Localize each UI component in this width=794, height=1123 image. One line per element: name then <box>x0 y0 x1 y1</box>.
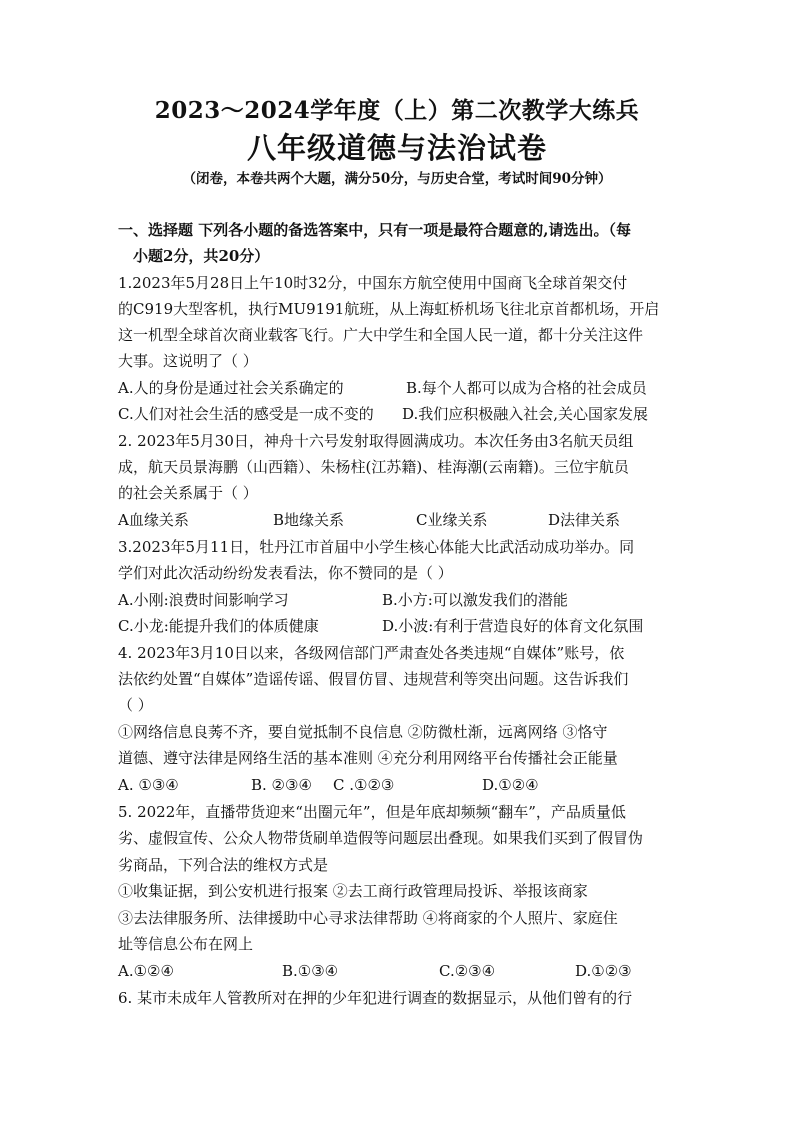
question-4-line: （ ） <box>118 696 153 714</box>
exam-title-subject: 八年级道德与法治试卷 <box>246 131 547 165</box>
option-d: D法律关系 <box>548 511 621 529</box>
option-a: A血缘关系 <box>118 511 189 529</box>
question-4-line: ①网络信息良莠不齐，要自觉抵制不良信息 ②防微杜渐，远离网络 ③恪守 <box>118 723 608 741</box>
option-b: B. ②③④ <box>251 776 312 794</box>
question-5-line: 劣商品，下列合法的维权方式是 <box>118 856 329 874</box>
option-b: B地缘关系 <box>273 511 345 529</box>
option-b: B.每个人都可以成为合格的社会成员 <box>406 379 647 397</box>
question-4-line: 4. 2023年3月10日以来，各级网信部门严肃查处各类违规“自媒体”账号，依 <box>118 644 625 662</box>
question-5-line: 劣、虚假宣传、公众人物带货刷单造假等问题层出叠现。如果我们买到了假冒伪 <box>118 829 644 847</box>
option-c: C.小龙:能提升我们的体质健康 <box>118 617 319 635</box>
option-c: C.②③④ <box>439 962 496 980</box>
question-5-line: ③去法律服务所、法律援助中心寻求法律帮助 ④将商家的个人照片、家庭住 <box>118 909 618 927</box>
option-a: A. ①③④ <box>118 776 179 794</box>
question-1-line: 1.2023年5月28日上午10时32分，中国东方航空使用中国商飞全球首架交付 <box>118 274 628 292</box>
question-5-line: 5. 2022年，直播带货迎来“出圈元年”，但是年底却频频“翻车”，产品质量低 <box>118 803 626 821</box>
question-3-line: 3.2023年5月11日，牡丹江市首届中小学生核心体能大比武活动成功举办。同 <box>118 538 635 556</box>
question-1-line: 的C919大型客机，执行MU9191航班，从上海虹桥机场飞往北京首都机场，开启 <box>118 300 660 318</box>
section-heading-cont: 小题2分，共20分） <box>133 247 270 265</box>
option-a: A.人的身份是通过社会关系确定的 <box>118 379 344 397</box>
option-b: B.①③④ <box>282 962 339 980</box>
section-heading: 一、选择题 下列各小题的备选答案中，只有一项是最符合题意的,请选出。（每 <box>118 221 631 239</box>
option-c: C .①②③ <box>333 776 395 794</box>
option-a: A.①②④ <box>118 962 174 980</box>
question-1-line: 大事。这说明了（ ） <box>118 352 258 370</box>
option-a: A.小刚:浪费时间影响学习 <box>118 591 289 609</box>
question-3-line: 学们对此次活动纷纷发表看法，你不赞同的是（ ） <box>118 564 453 582</box>
question-2-line: 2. 2023年5月30日，神舟十六号发射取得圆满成功。本次任务由3名航天员组 <box>118 432 634 450</box>
exam-title-year: 2023～2024学年度（上）第二次教学大练兵 <box>154 97 640 124</box>
question-2-line: 的社会关系属于（ ） <box>118 484 258 502</box>
exam-instructions: （闭卷，本卷共两个大题，满分50分，与历史合堂，考试时间90分钟） <box>182 171 612 187</box>
question-4-line: 道德、遵守法律是网络生活的基本准则 ④充分利用网络平台传播社会正能量 <box>118 749 618 767</box>
option-b: B.小方:可以激发我们的潜能 <box>382 591 568 609</box>
question-2-line: 成，航天员景海鹏（山西籍）、朱杨柱(江苏籍)、桂海潮(云南籍)。三位宇航员 <box>118 458 629 476</box>
question-6-line: 6. 某市未成年人管教所对在押的少年犯进行调查的数据显示，从他们曾有的行 <box>118 989 633 1007</box>
option-d: D.①②④ <box>482 776 539 794</box>
question-4-line: 法依约处置“自媒体”造谣传谣、假冒仿冒、违规营利等突出问题。这告诉我们 <box>118 670 629 688</box>
option-c: C.人们对社会生活的感受是一成不变的 <box>118 405 374 423</box>
question-5-line: 址等信息公布在网上 <box>118 935 254 953</box>
option-c: C业缘关系 <box>416 511 488 529</box>
question-1-line: 这一机型全球首次商业载客飞行。广大中学生和全国人民一道，都十分关注这件 <box>118 326 644 344</box>
option-d: D.小波:有利于营造良好的体育文化氛围 <box>382 617 644 635</box>
option-d: D.①②③ <box>575 962 632 980</box>
option-d: D.我们应积极融入社会,关心国家发展 <box>402 405 649 423</box>
question-5-line: ①收集证据，到公安机进行报案 ②去工商行政管理局投诉、举报该商家 <box>118 882 588 900</box>
